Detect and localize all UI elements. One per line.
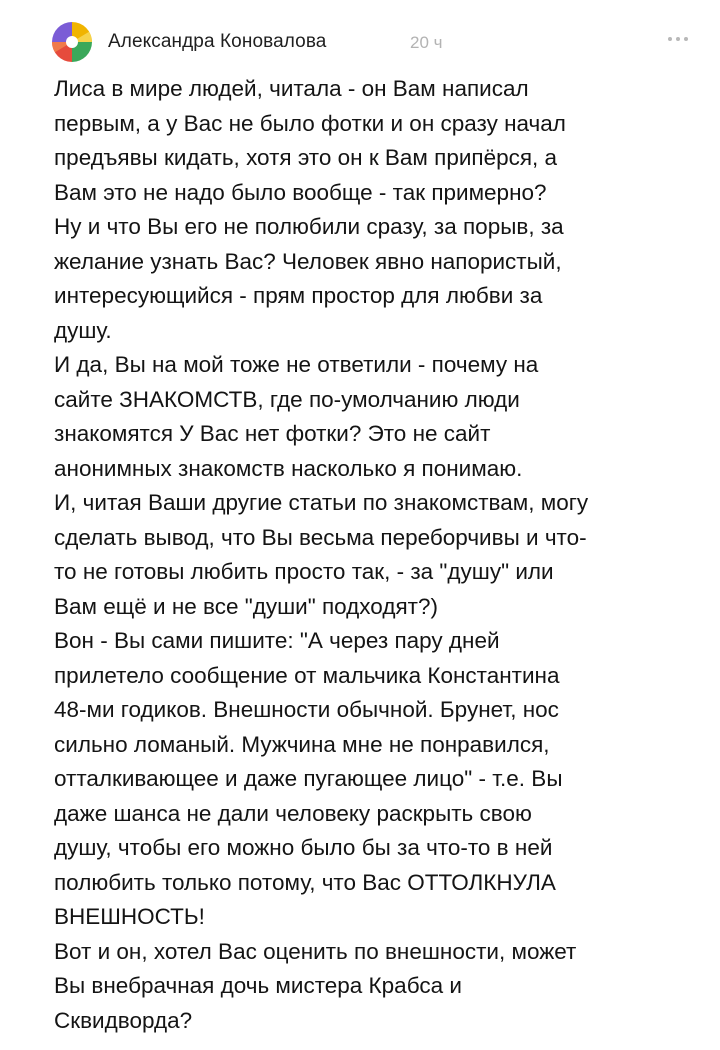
avatar-center	[66, 36, 78, 48]
more-dot	[684, 37, 688, 41]
avatar-icon[interactable]	[52, 22, 92, 62]
comment-text: Лиса в мире людей, читала - он Вам написал первым, а у Вас не было фотки и он сразу начал предъявы кидать, хотя это он к Вам припёрся, а Вам это не надо было вообще - так примерно? Ну и что Вы его не полюбили сразу, за порыв, за желание узнать Вас? Человек явно напористый, интересующийся - прям простор для любви за душу. И да, Вы на мой тоже не ответили - почему на сайте ЗНАКОМСТВ, где по-умолчанию люди знакомятся У Вас нет фотки? Это не сайт анонимных знакомств насколько я понимаю. И, читая Ваши другие статьи по знакомствам, могу сделать вывод, что Вы весьма переборчивы и что- то не готовы любить просто так, - за "душу" или Вам ещё и не все "души" подходят?) Вон - Вы сами пишите: "А через пару дней прилетело сообщение от мальчика Константина 48-ми годиков. Внешности обычной. Брунет, нос сильно ломаный. Мужчина мне не понравился, отталкивающее и даже пугающее лицо" - т.е. Вы даже шанса не дали человеку раскрыть свою душу, чтобы его можно было бы за что-то в ней полюбить только потому, что Вас ОТТОЛКНУЛА ВНЕШНОСТЬ! Вот и он, хотел Вас оценить по внешности, может Вы внебрачная дочь мистера Крабса и Сквидворда?	[54, 76, 589, 1033]
comment-header	[52, 22, 702, 62]
more-dot	[668, 37, 672, 41]
more-horizontal-icon[interactable]	[664, 24, 692, 52]
author-name[interactable]: Александра Коновалова	[108, 31, 327, 52]
more-dot	[676, 37, 680, 41]
comment-time: 20 ч	[410, 33, 443, 52]
